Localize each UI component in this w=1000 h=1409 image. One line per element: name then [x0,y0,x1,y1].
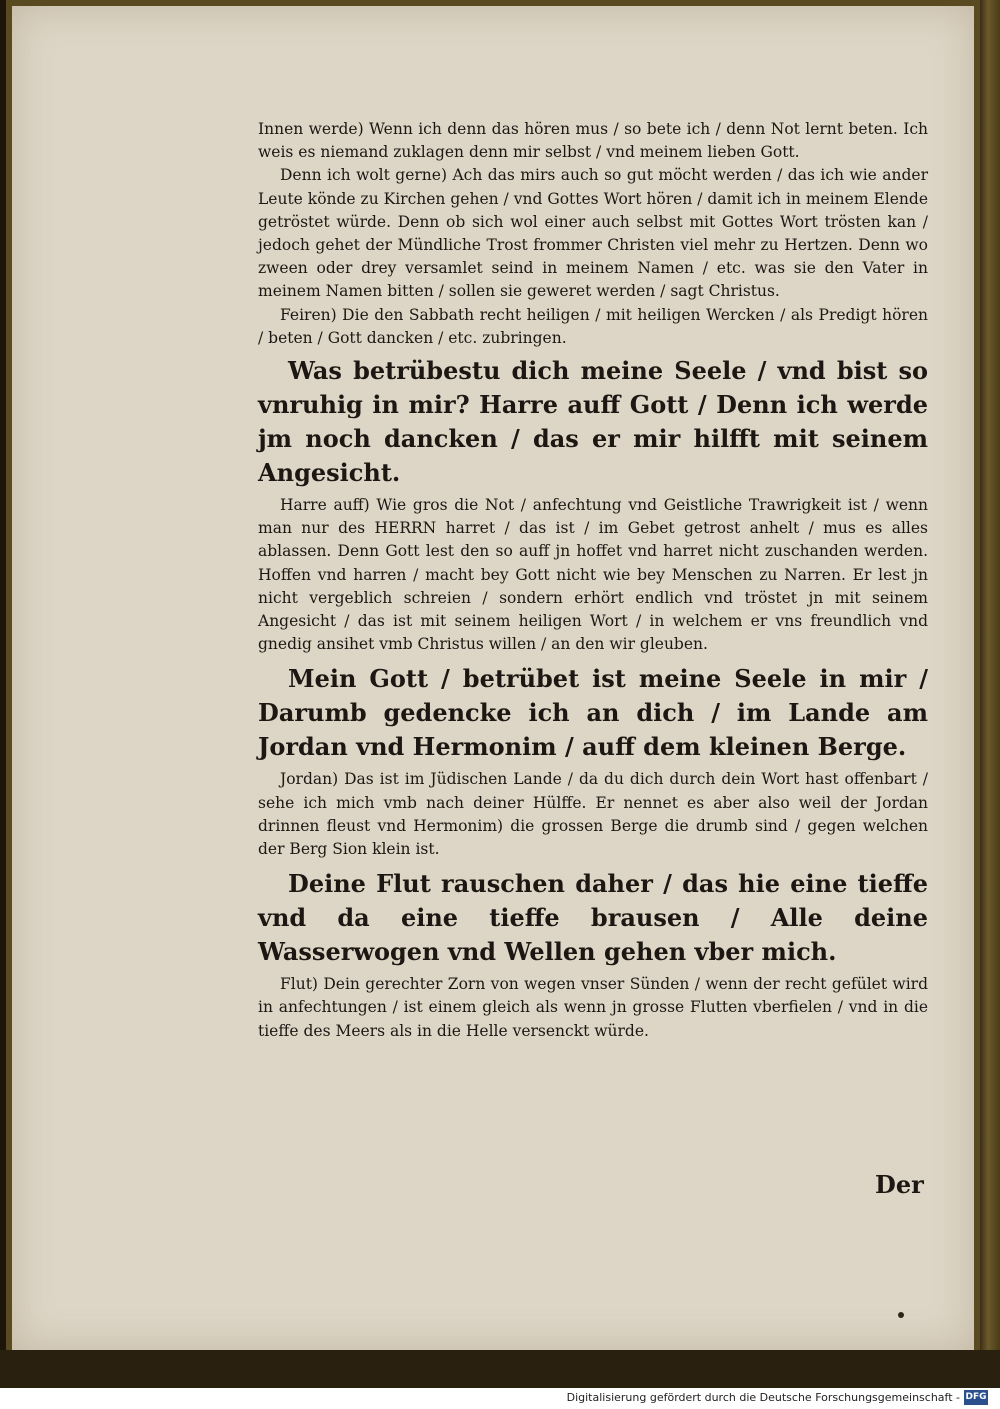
page-text [258,118,928,1043]
gloss-paragraph-5: Jordan) Das ist im Jüdischen Lande / da du dich durch dein Wort hast offenbart / sehe ich mich vmb nach deiner Hülffe. Er nennet es aber also weil der Jordan drinnen fleust vnd Hermonim) die grossen Berge die drumb sind / gegen welchen der Berg Sion klein ist. [258,770,928,859]
verse-paragraph-1: Was betrübestu dich meine Seele / vnd bist so vnruhig in mir? Harre auff Gott / Denn ich werde jm noch dancken / das er mir hilfft mit seinem Angesicht. [258,356,928,488]
gloss-paragraph-1: Innen werde) Wenn ich denn das hören mus / so bete ich / denn Not lernt beten. Ich weis es niemand zuklagen denn mir selbst / vnd meinem lieben Gott. [258,120,928,162]
verse-paragraph-3: Deine Flut rauschen daher / das hie eine tieffe vnd da eine tieffe brausen / Alle deine Wasserwogen vnd Wellen gehen vber mich. [258,869,928,967]
funding-notice: Digitalisierung gefördert durch die Deutsche Forschungsgemeinschaft - [566,1391,960,1404]
book-edge-right [980,0,1000,1388]
book-edge-left [0,0,6,1388]
catchword: Der [875,1170,924,1199]
book-edge-bottom [0,1350,1000,1388]
dfg-logo[interactable]: DFG [964,1390,988,1405]
gloss-paragraph-4: Harre auff) Wie gros die Not / anfechtung vnd Geistliche Trawrigkeit ist / wenn man nur des HERRN harret / das ist / im Gebet getrost anhelt / mus es alles ablassen. Denn Gott lest den so auff jn hoffet vnd harret nicht zuschanden werden. Hoffen vnd harren / macht bey Gott nicht wie bey Menschen zu Narren. Er lest jn nicht vergeblich schreien / sondern erhört endlich vnd tröstet jn mit seinem Angesicht / das ist mit seinem heiligen Wort / in welchem er vns freundlich vnd gnedig ansihet vmb Christus willen / an den wir gleuben. [258,496,928,654]
footer-bar [0,1388,1000,1409]
verse-paragraph-2: Mein Gott / betrübet ist meine Seele in mir / Darumb gedencke ich an dich / im Lande am Jordan vnd Hermonim / auff dem kleinen Berge. [258,664,928,762]
gloss-paragraph-2: Denn ich wolt gerne) Ach das mirs auch so gut möcht werden / das ich wie ander Leute könde zu Kirchen gehen / vnd Gottes Wort hören / damit ich in meinem Elende getröstet würde. Denn ob sich wol einer auch selbst mit Gottes Wort trösten kan / jedoch gehet der Mündliche Trost frommer Christen viel mehr zu Hertzen. Denn wo zween oder drey versamlet seind in meinem Namen / etc. was sie den Vater in meinem Namen bitten / sollen sie geweret werden / sagt Christus. [258,166,928,301]
gloss-paragraph-6: Flut) Dein gerechter Zorn von wegen vnser Sünden / wenn der recht gefület wird in anfechtungen / ist einem gleich als wenn jn grosse Flutten vberfielen / vnd in die tieffe des Meers als in die Helle versenckt würde. [258,975,928,1040]
gloss-paragraph-3: Feiren) Die den Sabbath recht heiligen / mit heiligen Wercken / als Predigt hören / beten / Gott dancken / etc. zubringen. [258,305,928,347]
ink-spot [898,1312,904,1318]
